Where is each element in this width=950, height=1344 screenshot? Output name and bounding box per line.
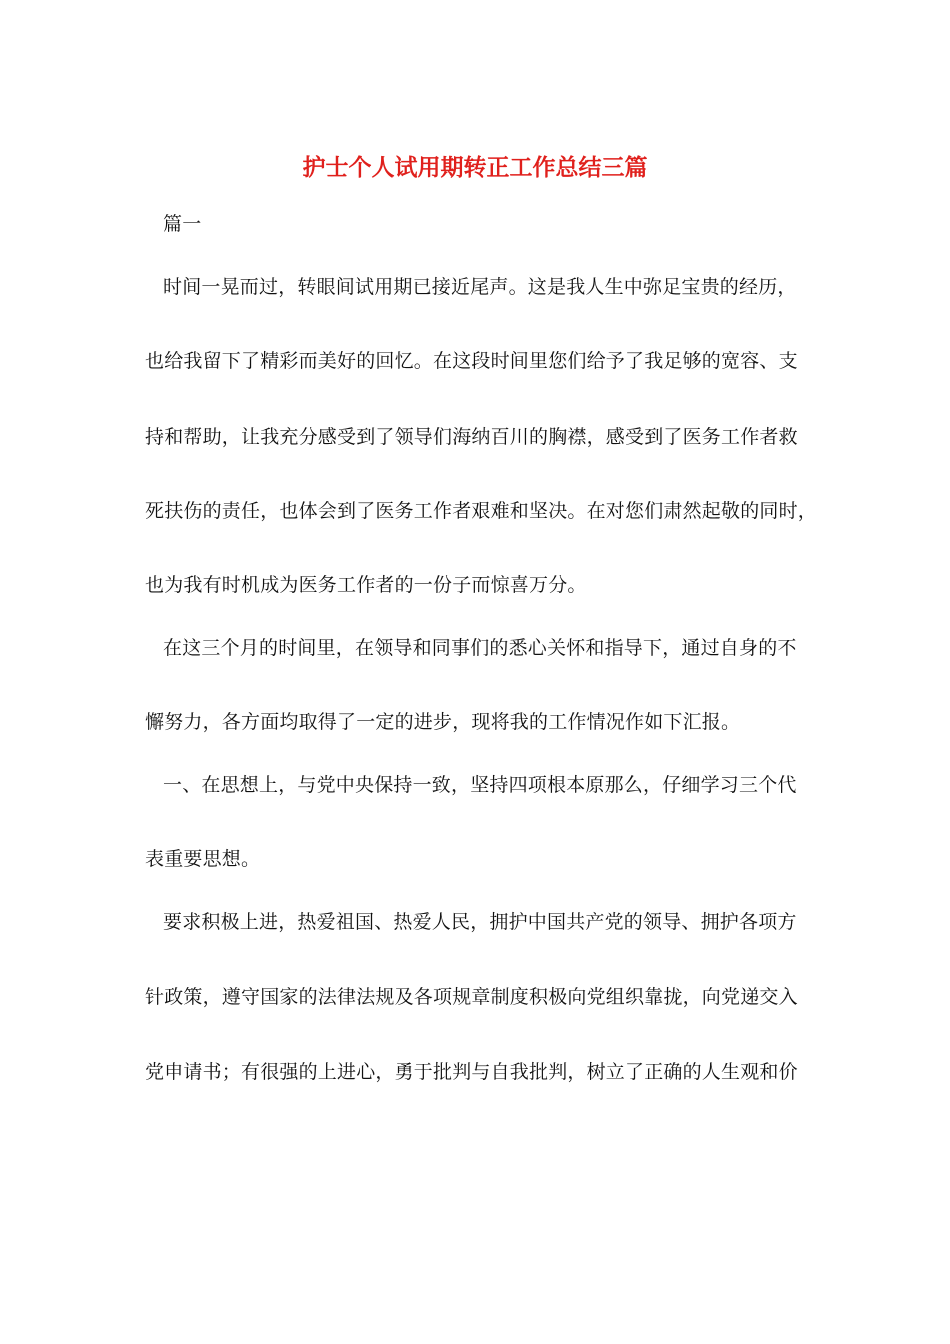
paragraph-line: 懈努力，各方面均取得了一定的进步，现将我的工作情况作如下汇报。: [145, 711, 741, 733]
paragraph-line: 死扶伤的责任，也体会到了医务工作者艰难和坚决。在对您们肃然起敬的同时，: [145, 500, 818, 522]
paragraph-line: 表重要思想。: [145, 848, 261, 870]
paragraph-line: 持和帮助，让我充分感受到了领导们海纳百川的胸襟，感受到了医务工作者救: [145, 426, 798, 448]
paragraph-line: 在这三个月的时间里，在领导和同事们的悉心关怀和指导下，通过自身的不: [163, 637, 797, 659]
paragraph-line: 时间一晃而过，转眼间试用期已接近尾声。这是我人生中弥足宝贵的经历，: [163, 276, 797, 298]
paragraph-line: 也为我有时机成为医务工作者的一份子而惊喜万分。: [145, 574, 587, 596]
paragraph-line: 要求积极上进，热爱祖国、热爱人民，拥护中国共产党的领导、拥护各项方: [163, 911, 797, 933]
section-heading: 篇一: [163, 213, 202, 235]
paragraph-line: 党申请书；有很强的上进心，勇于批判与自我批判，树立了正确的人生观和价: [145, 1061, 798, 1083]
paragraph-line: 也给我留下了精彩而美好的回忆。在这段时间里您们给予了我足够的宽容、支: [145, 350, 798, 372]
paragraph-line: 针政策，遵守国家的法律法规及各项规章制度积极向党组织靠拢，向党递交入: [145, 986, 798, 1008]
paragraph-line: 一、在思想上，与党中央保持一致，坚持四项根本原那么，仔细学习三个代: [163, 774, 797, 796]
document-title: 护士个人试用期转正工作总结三篇: [302, 154, 648, 181]
